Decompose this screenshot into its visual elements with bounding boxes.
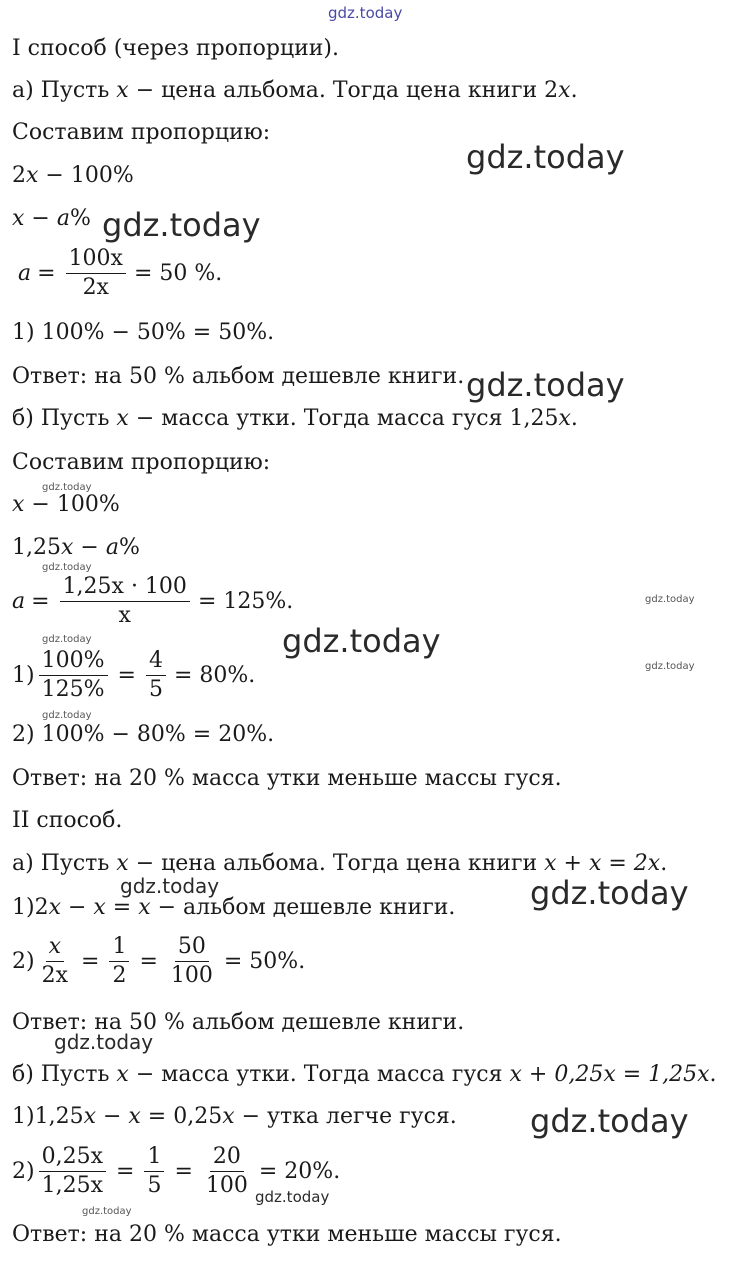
equation [12,1144,340,1199]
watermark: gdz.today [42,482,92,493]
watermark: gdz.today [466,366,625,404]
var: a [56,206,70,231]
denominator: x [118,603,131,628]
numerator: x [46,934,64,962]
var: x [116,406,129,431]
watermark: gdz.today [54,1030,154,1054]
equals: = [31,589,50,614]
watermark: gdz.today [42,710,92,721]
denominator: 2 [112,963,127,988]
proportion-line [12,535,140,561]
numerator: 100% [39,648,108,676]
answer: Ответ: на 50 % альбом дешевле книги. [12,1010,465,1035]
var: x − x = x [48,895,151,920]
watermark: gdz.today [255,1188,330,1206]
method-1-heading: I способ (через пропорции). [12,36,339,61]
text: 1,25 [12,535,61,560]
text: − 100% [38,163,134,188]
watermark: gdz.today [466,138,625,176]
var: x − x [83,1104,141,1129]
equals: = [116,1159,135,1184]
fraction [39,648,108,703]
text-line: 1) 100% − 50% = 50%. [12,320,275,345]
numerator: 1,25x · 100 [60,574,190,602]
watermark: gdz.today [102,206,261,244]
var: x [116,1062,129,1087]
text: − масса утки. Тогда масса гуся [128,1062,510,1087]
step-number: 1) [12,663,35,688]
var: a [105,535,119,560]
answer: Ответ: на 50 % альбом дешевле книги. [12,364,465,389]
fraction [146,648,166,703]
var: x [12,492,25,517]
text-line: Составим пропорцию: [12,450,271,475]
watermark: gdz.today [82,1206,132,1217]
equation [12,934,305,989]
equals: = [81,949,100,974]
proportion-line [12,492,120,518]
var: x [26,163,39,188]
denominator: 5 [147,1173,162,1198]
denominator: 100 [205,1173,248,1198]
text-line [12,78,578,104]
var: x + 0,25x = 1,25x [509,1062,710,1087]
fraction [203,1144,251,1199]
text: − цена альбома. Тогда цена книги [128,851,545,876]
fraction [66,246,126,301]
text: − [73,535,106,560]
step-number: 2) [12,1159,35,1184]
method-2-heading: II способ. [12,808,123,833]
equation [18,246,222,301]
equals: = [139,949,158,974]
fraction [144,1144,164,1199]
watermark: gdz.today [645,661,695,672]
text: . [660,851,668,876]
watermark: gdz.today [282,622,441,660]
text: − утка легче гуся. [234,1104,457,1129]
denominator: 1,25x [41,1173,103,1198]
text: 1)2 [12,895,49,920]
text-line: 2) 100% − 80% = 20%. [12,722,275,747]
denominator: 2x [41,963,68,988]
fraction [39,934,71,989]
text: − цена альбома. Тогда цена книги 2 [128,78,559,103]
fraction [168,934,216,989]
var: x [222,1104,235,1129]
var: x [116,78,129,103]
watermark: gdz.today [42,634,92,645]
text: − альбом дешевле книги. [150,895,456,920]
result: = 50%. [223,949,306,974]
numerator: 4 [146,648,166,676]
proportion-line [12,206,91,232]
var: a [18,261,32,286]
text: = 0,25 [140,1104,223,1129]
equals: = [117,663,136,688]
text: % [118,535,140,560]
text: б) Пусть [12,406,117,431]
denominator: 100 [170,963,213,988]
text: % [69,206,91,231]
var: x [12,206,25,231]
text: а) Пусть [12,78,117,103]
numerator: 20 [210,1144,244,1172]
fraction [39,1144,106,1199]
text-line [12,406,578,432]
fraction [109,934,129,989]
proportion-line [12,163,134,189]
numerator: 0,25x [39,1144,106,1172]
denominator: 5 [148,677,163,702]
var: x [116,851,129,876]
var: a [12,589,26,614]
answer: Ответ: на 20 % масса утки меньше массы гуся. [12,1222,562,1247]
text: 2 [12,163,26,188]
var: x [60,535,74,560]
text: − масса утки. Тогда масса гуся 1,25 [128,406,559,431]
text-line [12,895,455,921]
text-line: Составим пропорцию: [12,120,271,145]
denominator: 125% [41,677,105,702]
equation [12,574,293,629]
numerator: 100x [66,246,126,274]
result: = 80%. [173,663,256,688]
text: − 100% [24,492,120,517]
numerator: 1 [109,934,129,962]
equals: = [37,261,56,286]
text-line [12,1104,457,1130]
var: x [558,78,571,103]
result: = 125%. [197,589,294,614]
numerator: 1 [144,1144,164,1172]
equation [12,648,255,703]
watermark: gdz.today [120,874,220,898]
denominator: 2x [82,275,109,300]
text: б) Пусть [12,1062,117,1087]
equals: = [174,1159,193,1184]
watermark: gdz.today [530,1102,689,1140]
watermark: gdz.today [645,594,695,605]
watermark: gdz.today [42,562,92,573]
text-line [12,851,667,877]
fraction [60,574,190,629]
var: x [558,406,571,431]
text-line [12,1062,717,1088]
text: а) Пусть [12,851,117,876]
result: = 50 %. [133,261,223,286]
var: x + x = 2x [544,851,661,876]
text: . [570,406,578,431]
step-number: 2) [12,949,35,974]
numerator: 50 [175,934,209,962]
watermark: gdz.today [530,874,689,912]
watermark: gdz.today [328,4,403,22]
text: − [24,206,57,231]
answer: Ответ: на 20 % масса утки меньше массы гуся. [12,766,562,791]
text: . [570,78,578,103]
text: . [709,1062,717,1087]
text: 1)1,25 [12,1104,84,1129]
result: = 20%. [258,1159,341,1184]
